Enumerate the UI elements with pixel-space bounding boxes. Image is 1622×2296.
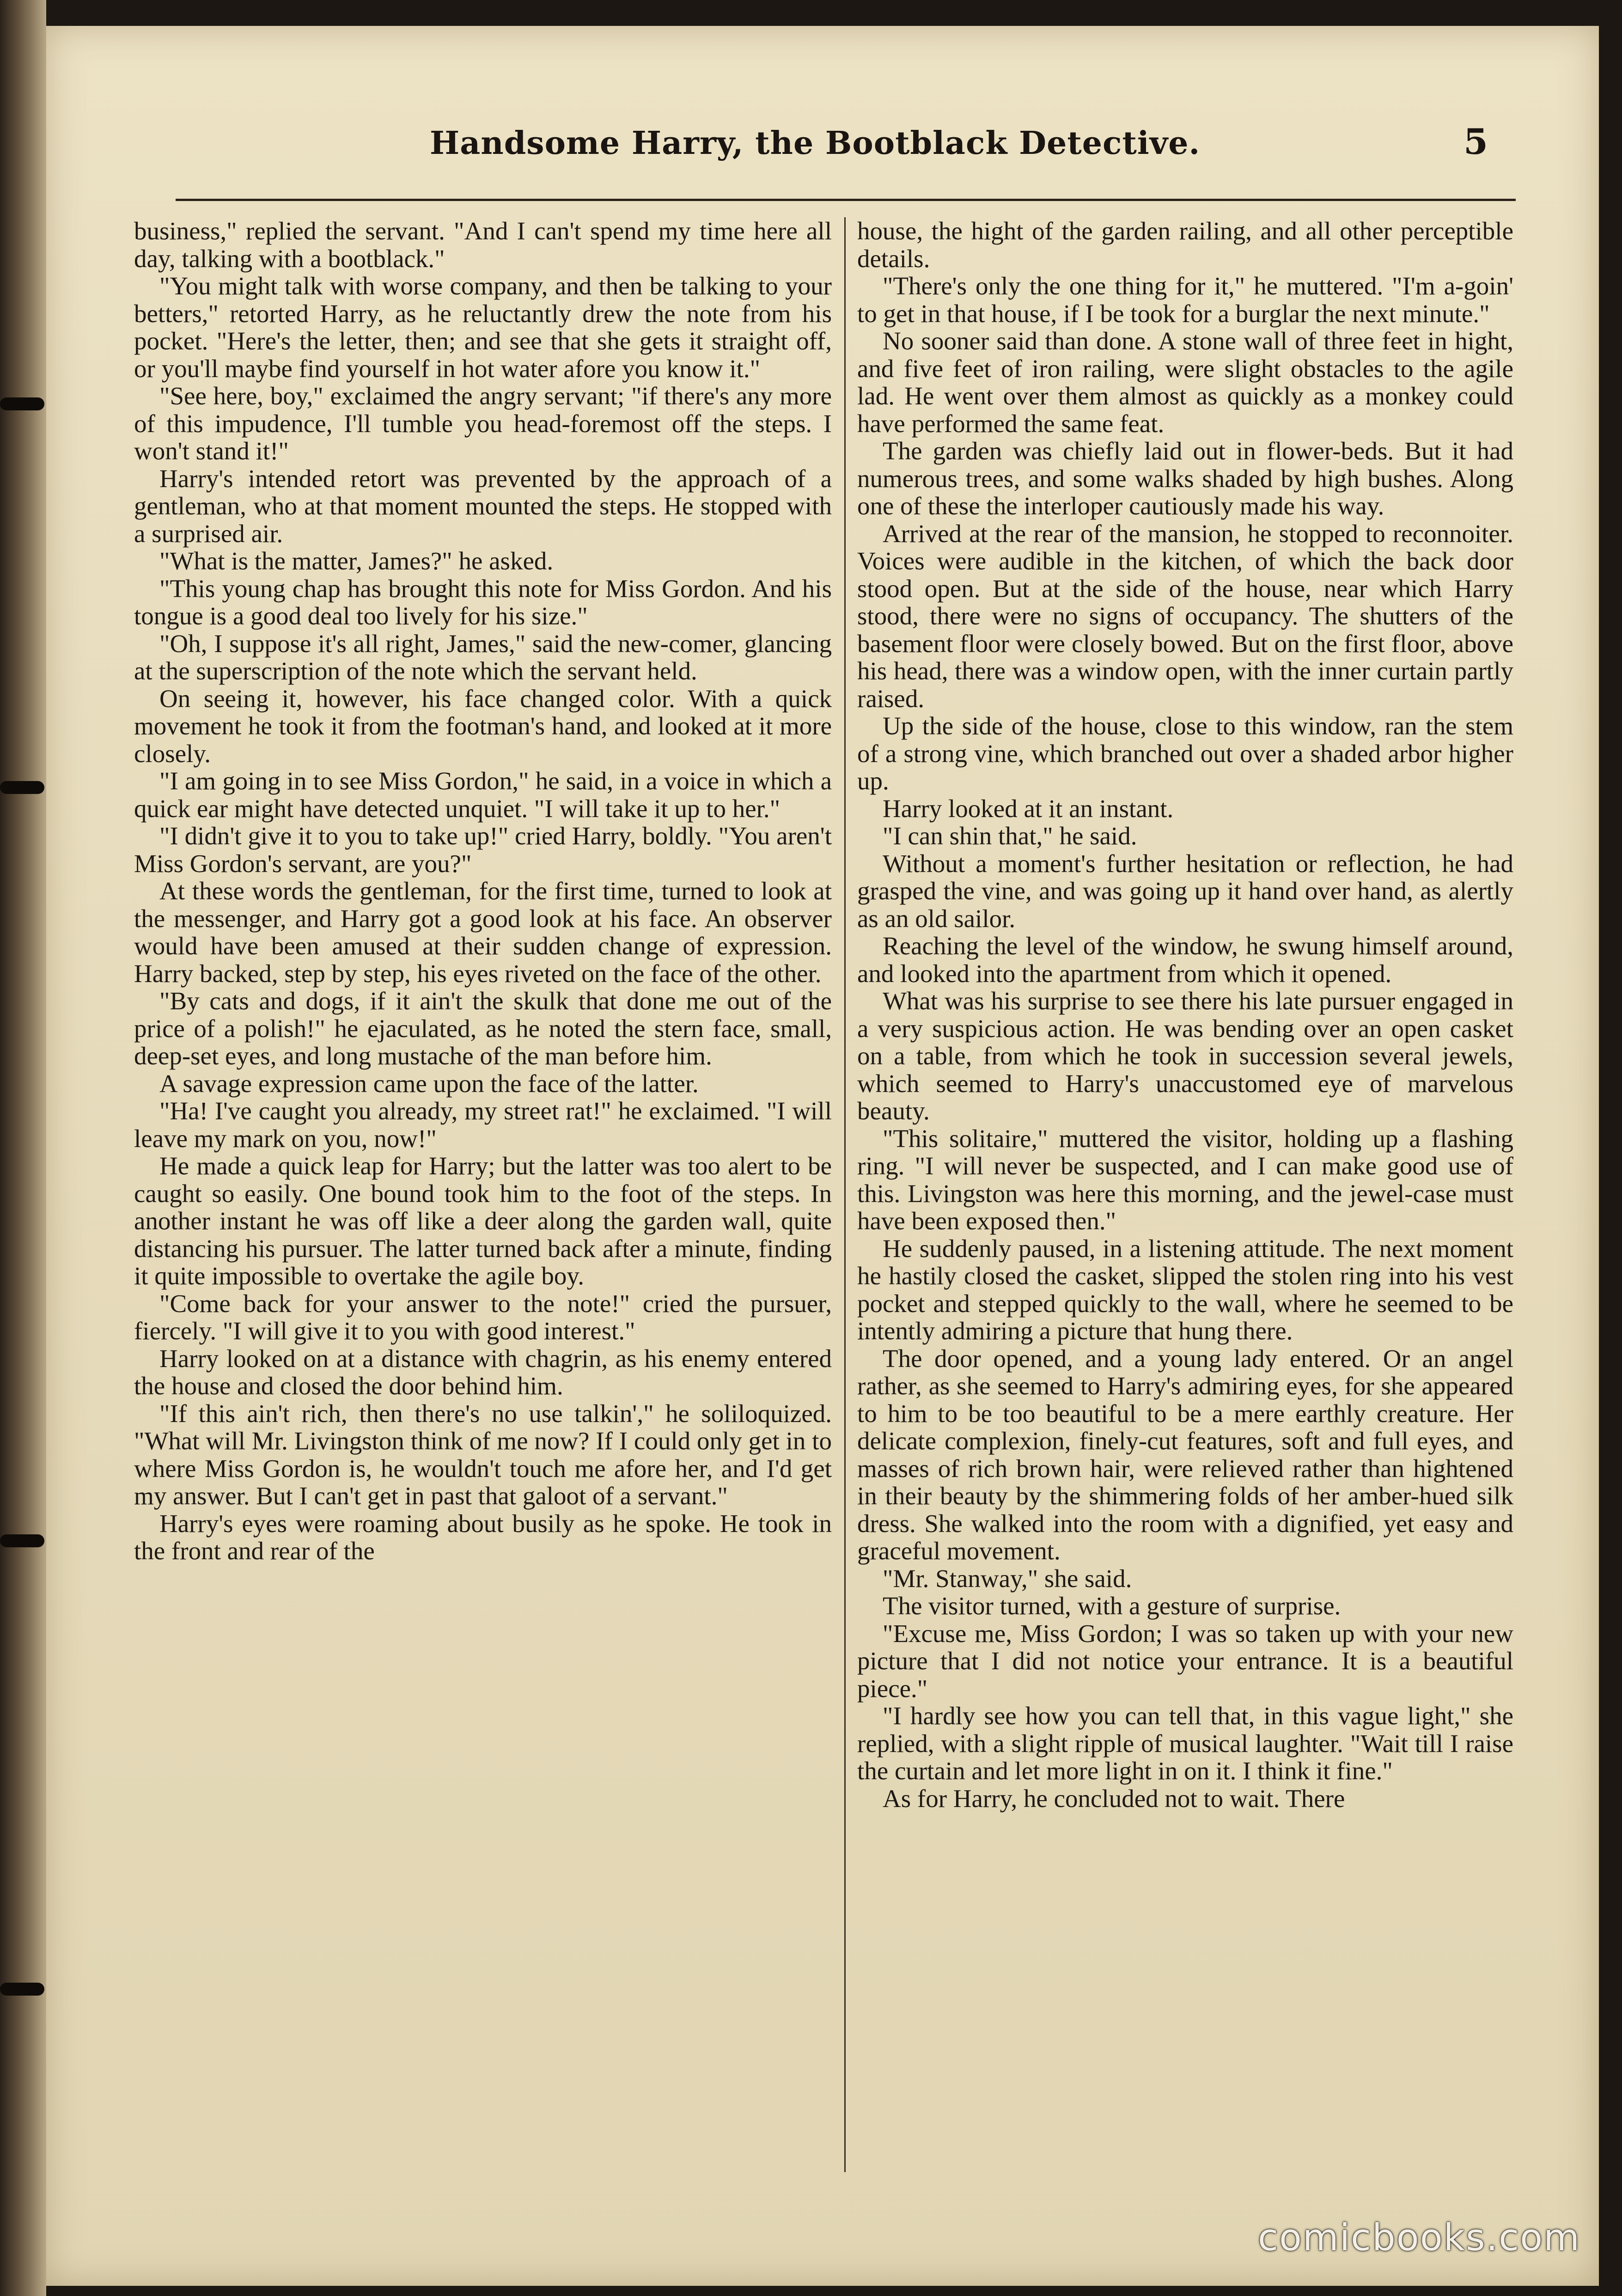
header-rule bbox=[176, 199, 1516, 201]
paragraph: Harry looked on at a distance with chagrin, as his enemy entered the house and closed the door behind him. bbox=[134, 1344, 832, 1400]
paragraph: "See here, boy," exclaimed the angry servant; "if there's any more of this impudence, I'll tumble you head-foremost off the steps. I won't stand it!" bbox=[134, 382, 832, 465]
paragraph: Harry looked at it an instant. bbox=[883, 794, 1174, 823]
paragraph: Harry's intended retort was prevented by the approach of a gentleman, who at that moment mounted the steps. He stopped with a surprised air. bbox=[134, 464, 832, 548]
running-head bbox=[430, 121, 1488, 181]
paragraph: Arrived at the rear of the mansion, he stopped to reconnoiter. Voices were audible in the kitchen, of which the back door stood open. But at the side of the house, near which Harry stood, there were no signs of occupancy. The shutters of the basement floor were closely bowed. But on the first floor, above his head, there was a window open, with the inner curtain partly raised. bbox=[857, 519, 1513, 713]
paragraph: "There's only the one thing for it," he muttered. "I'm a-goin' to get in that house, if I be took for a burglar the next minute." bbox=[857, 272, 1513, 328]
running-title: Handsome Harry, the Bootblack Detective. bbox=[430, 125, 1201, 162]
paragraph: "I hardly see how you can tell that, in this vague light," she replied, with a slight ripple of musical laughter. "Wait till I raise the curtain and let more light in on it. I think it fine." bbox=[857, 1702, 1513, 1785]
paragraph: He made a quick leap for Harry; but the latter was too alert to be caught so easily. One bound took him to the foot of the steps. In another instant he was off like a deer along the garden wall, quite distancing his pursuer. The latter turned back after a minute, finding it quite impossible to overtake the agile boy. bbox=[134, 1152, 832, 1290]
paragraph: Without a moment's further hesitation or reflection, he had grasped the vine, and was going up it hand over hand, as alertly as an old sailor. bbox=[857, 849, 1513, 933]
paragraph: A savage expression came upon the face of the latter. bbox=[159, 1069, 699, 1098]
paragraph: Reaching the level of the window, he swung himself around, and looked into the apartment from which it opened. bbox=[857, 932, 1513, 988]
paragraph: "What is the matter, James?" he asked. bbox=[159, 547, 554, 575]
paragraph: The door opened, and a young lady entered. Or an angel rather, as she seemed to Harry's admiring eyes, for she appeared to him to be too beautiful to be a mere earthly creature. Her delicate complexion, finely-cut features, soft and full eyes, and masses of rich brown hair, were relieved rather than hightened in their beauty by the shimmering folds of her amber-hued silk dress. She walked into the room with a dignified, yet easy and graceful movement. bbox=[857, 1344, 1513, 1565]
paragraph: At these words the gentleman, for the first time, turned to look at the messenger, and Harry got a good look at his face. An observer would have been amused at their sudden change of expression. Harry backed, step by step, his eyes riveted on the face of the other. bbox=[134, 877, 832, 988]
right-column bbox=[857, 217, 1513, 2172]
paragraph: "By cats and dogs, if it ain't the skulk that done me out of the price of a polish!" he ejaculated, as he noted the stern face, small, deep-set eyes, and long mustache of the man before him. bbox=[134, 987, 832, 1070]
paragraph: "Excuse me, Miss Gordon; I was so taken up with your new picture that I did not notice your entrance. It is a beautiful piece." bbox=[857, 1619, 1513, 1703]
paragraph: "This solitaire," muttered the visitor, holding up a flashing ring. "I will never be suspected, and I can make good use of this. Livingston was here this morning, and the jewel-case must have been exposed then." bbox=[857, 1124, 1513, 1235]
paragraph: "I didn't give it to you to take up!" cried Harry, boldly. "You aren't Miss Gordon's servant, are you?" bbox=[134, 822, 832, 878]
paragraph: "Oh, I suppose it's all right, James," said the new-comer, glancing at the superscription of the note which the servant held. bbox=[134, 629, 832, 685]
paragraph: No sooner said than done. A stone wall of three feet in hight, and five feet of iron railing, were slight obstacles to the agile lad. He went over them almost as quickly as a monkey could have performed the same feat. bbox=[857, 327, 1513, 438]
paragraph: The visitor turned, with a gesture of surprise. bbox=[883, 1592, 1341, 1620]
binding-stitch bbox=[0, 1534, 44, 1547]
paragraph: Harry's eyes were roaming about busily as he spoke. He took in the front and rear of the bbox=[134, 1509, 832, 1565]
paragraph: He suddenly paused, in a listening attitude. The next moment he hastily closed the casket, slipped the stolen ring into his vest pocket and stepped quickly to the wall, where he seemed to be intently admiring a picture that hung there. bbox=[857, 1234, 1513, 1345]
paragraph: The garden was chiefly laid out in flower-beds. But it had numerous trees, and some walks shaded by high bushes. Along one of these the interloper cautiously made his way. bbox=[857, 437, 1513, 520]
column-rule bbox=[844, 217, 846, 2172]
binding-stitch bbox=[0, 781, 44, 794]
paragraph: "Ha! I've caught you already, my street rat!" he exclaimed. "I will leave my mark on you, now!" bbox=[134, 1097, 832, 1153]
paragraph: house, the hight of the garden railing, and all other perceptible details. bbox=[857, 217, 1513, 273]
paragraph: "If this ain't rich, then there's no use talkin'," he soliloquized. "What will Mr. Livingston think of me now? If I could only get in to where Miss Gordon is, he wouldn't touch me afore her, and I'd get my answer. But I can't get in past that galoot of a servant." bbox=[134, 1399, 832, 1510]
paragraph: Up the side of the house, close to this window, ran the stem of a strong vine, which branched out over a shaded arbor higher up. bbox=[857, 712, 1513, 795]
book-binding bbox=[0, 0, 46, 2296]
paragraph: "Come back for your answer to the note!" cried the pursuer, fiercely. "I will give it to you with good interest." bbox=[134, 1289, 832, 1345]
paragraph: As for Harry, he concluded not to wait. There bbox=[883, 1784, 1345, 1813]
page-number: 5 bbox=[1463, 121, 1488, 162]
paragraph: "I can shin that," he said. bbox=[883, 822, 1137, 850]
watermark: comicbooks.com bbox=[1257, 2216, 1580, 2259]
binding-stitch bbox=[0, 1983, 44, 1996]
paragraph: "Mr. Stanway," she said. bbox=[883, 1564, 1132, 1593]
paragraph: business," replied the servant. "And I can't spend my time here all day, talking with a bootblack." bbox=[134, 217, 832, 273]
paragraph: What was his surprise to see there his late pursuer engaged in a very suspicious action. He was bending over an open casket on a table, from which he took in succession several jewels, which seemed to Harry's unaccustomed eye of marvelous beauty. bbox=[857, 987, 1513, 1125]
left-column bbox=[134, 217, 832, 2172]
paragraph: "This young chap has brought this note for Miss Gordon. And his tongue is a good deal too lively for his size." bbox=[134, 574, 832, 630]
paragraph: "You might talk with worse company, and then be talking to your betters," retorted Harry, as he reluctantly drew the note from his pocket. "Here's the letter, then; and see that she gets it straight off, or you'll maybe find yourself in hot water afore you know it." bbox=[134, 272, 832, 383]
binding-stitch bbox=[0, 397, 44, 410]
paragraph: "I am going in to see Miss Gordon," he said, in a voice in which a quick ear might have detected unquiet. "I will take it up to her." bbox=[134, 767, 832, 823]
paragraph: On seeing it, however, his face changed color. With a quick movement he took it from the footman's hand, and looked at it more closely. bbox=[134, 684, 832, 768]
